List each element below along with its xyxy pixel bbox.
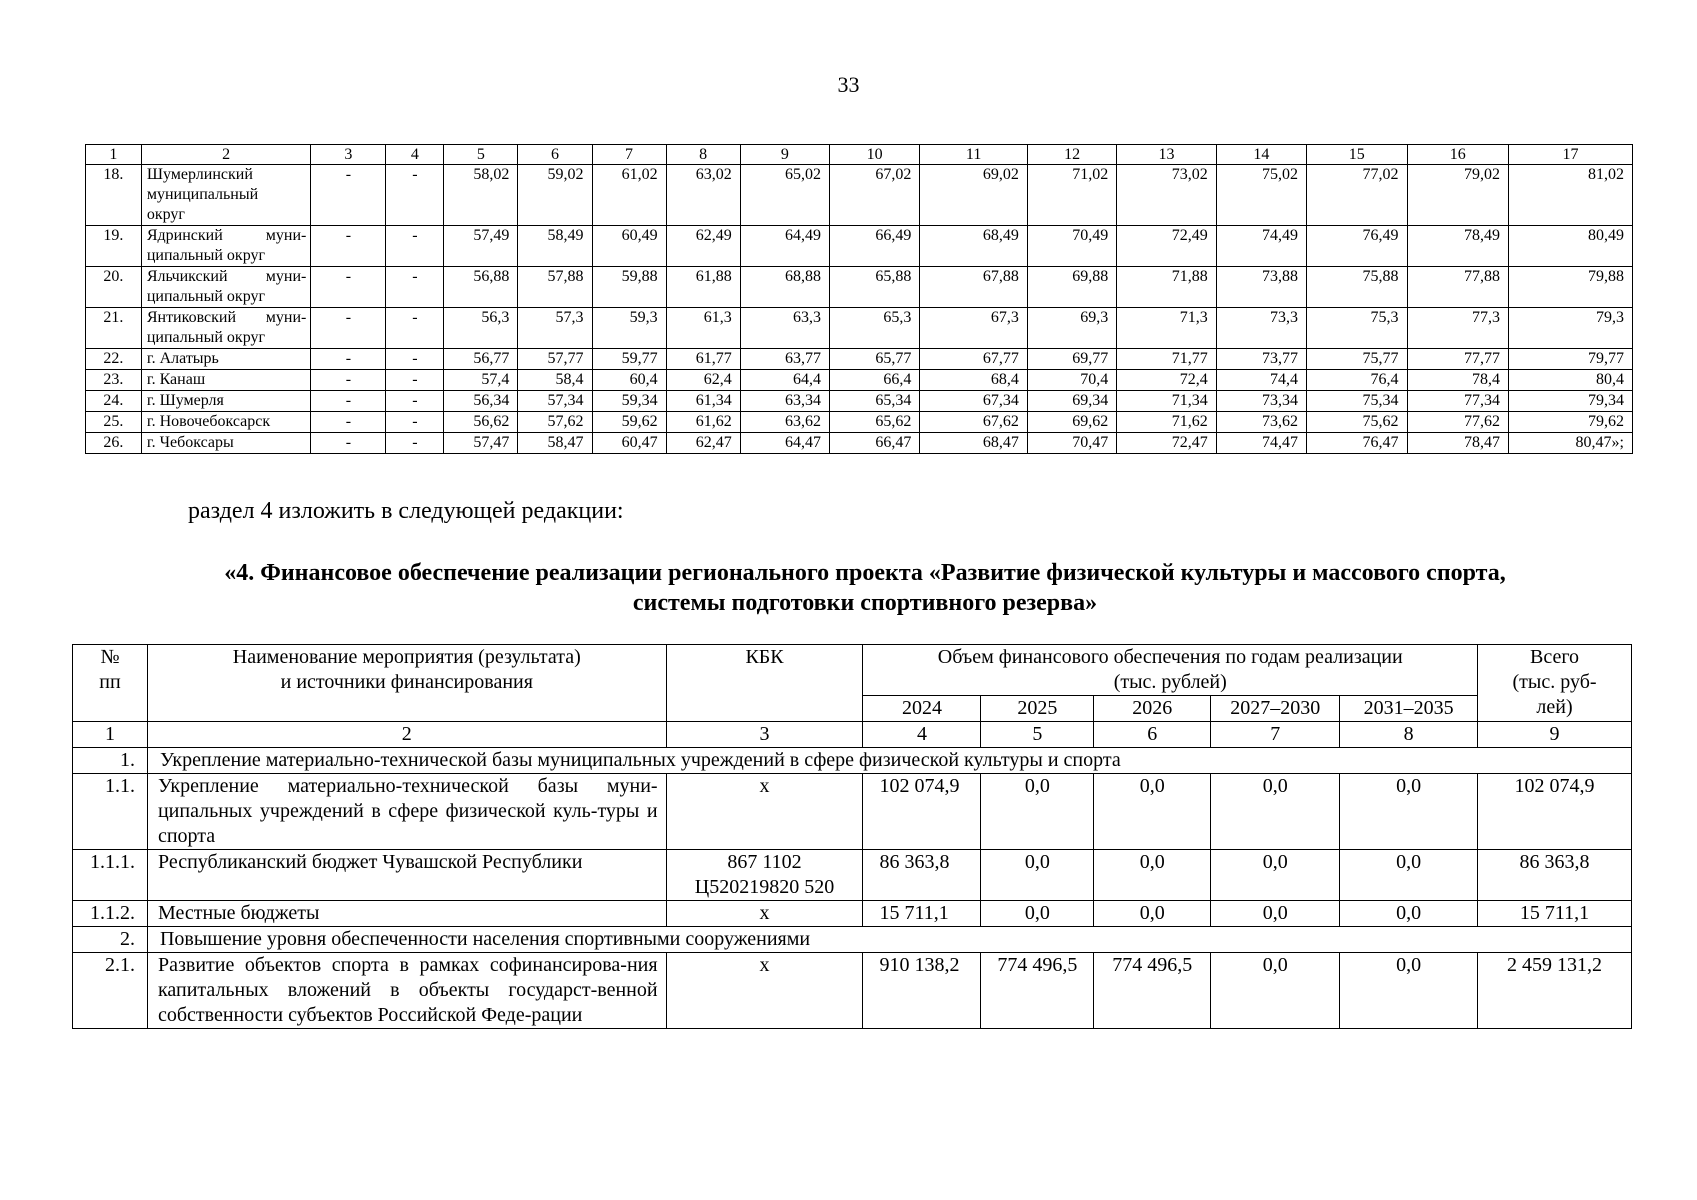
dash-cell: - (311, 349, 386, 370)
value-cell: 67,3 (920, 308, 1028, 349)
municipality-name (141, 433, 311, 454)
value-cell: 56,34 (444, 391, 518, 412)
year-value-cell: 0,0 (1340, 901, 1478, 927)
value-cell: 56,88 (444, 267, 518, 308)
value-cell: 59,02 (518, 165, 592, 226)
column-number-cell: 5 (444, 145, 518, 165)
value-cell: 76,49 (1307, 226, 1407, 267)
row-number: 26. (86, 433, 142, 454)
column-number-cell: 2 (147, 722, 666, 748)
name-line: Яльчикский муни- (146, 268, 307, 285)
table-row (86, 433, 1633, 454)
value-cell: 78,47 (1407, 433, 1509, 454)
value-cell: 65,34 (830, 391, 920, 412)
value-cell: 79,88 (1509, 267, 1633, 308)
kbk-cell: 867 1102 Ц520219820 520 (666, 850, 863, 901)
value-cell: 63,62 (740, 412, 829, 433)
value-cell: 59,88 (592, 267, 666, 308)
value-cell: 65,62 (830, 412, 920, 433)
value-cell: 65,3 (830, 308, 920, 349)
value-cell: 57,34 (518, 391, 592, 412)
dash-cell: - (311, 391, 386, 412)
year-value-cell: 774 496,5 (1094, 953, 1211, 1029)
section-title (100, 558, 1630, 618)
value-cell: 67,88 (920, 267, 1028, 308)
table-row (73, 850, 1632, 901)
value-cell: 74,4 (1216, 370, 1306, 391)
value-cell: 57,3 (518, 308, 592, 349)
municipality-name (141, 165, 311, 226)
value-cell: 75,88 (1307, 267, 1407, 308)
value-cell: 77,62 (1407, 412, 1509, 433)
value-cell: 64,47 (740, 433, 829, 454)
year-value-cell: 0,0 (981, 901, 1094, 927)
dash-cell: - (386, 226, 444, 267)
value-cell: 60,49 (592, 226, 666, 267)
activity-name: Укрепление материально-технической базы муни-ципальных учреждений в сфере физической куль-туры и спорта (147, 774, 666, 850)
value-cell: 67,77 (920, 349, 1028, 370)
value-cell: 65,02 (740, 165, 829, 226)
municipality-name (141, 226, 311, 267)
value-cell: 61,62 (666, 412, 740, 433)
name-line: ципальный округ (146, 329, 266, 346)
section-heading: Укрепление материально-технической базы муниципальных учреждений в сфере физической культуры и спорта (147, 748, 1631, 774)
name-line: ципальный округ (146, 247, 266, 264)
column-number-cell: 6 (518, 145, 592, 165)
value-cell: 80,4 (1509, 370, 1633, 391)
municipality-name (141, 412, 311, 433)
table-row (86, 391, 1633, 412)
row-number: 1.1.1. (73, 850, 148, 901)
section-title-line-1: «4. Финансовое обеспечение реализации регионального проекта «Развитие физической культуры и массового спорта, (224, 560, 1506, 586)
column-number-cell: 7 (592, 145, 666, 165)
value-cell: 72,47 (1117, 433, 1216, 454)
value-cell: 73,02 (1117, 165, 1216, 226)
table-row (73, 774, 1632, 850)
year-value-cell: 0,0 (1211, 953, 1340, 1029)
dash-cell: - (386, 308, 444, 349)
value-cell: 75,3 (1307, 308, 1407, 349)
value-cell: 58,4 (518, 370, 592, 391)
value-cell: 79,62 (1509, 412, 1633, 433)
value-cell: 73,62 (1216, 412, 1306, 433)
name-line: г. Алатырь (146, 350, 219, 367)
municipality-name (141, 267, 311, 308)
municipality-name (141, 349, 311, 370)
column-number-cell: 1 (86, 145, 142, 165)
value-cell: 64,49 (740, 226, 829, 267)
column-number-cell: 9 (1478, 722, 1632, 748)
value-cell: 80,49 (1509, 226, 1633, 267)
column-number-cell: 4 (863, 722, 981, 748)
year-value-cell: 0,0 (1211, 774, 1340, 850)
value-cell: 71,02 (1027, 165, 1116, 226)
value-cell: 65,88 (830, 267, 920, 308)
year-value-cell: 0,0 (981, 774, 1094, 850)
value-cell: 62,4 (666, 370, 740, 391)
kbk-cell: х (666, 774, 863, 850)
value-cell: 74,49 (1216, 226, 1306, 267)
header-total: Всего (тыс. руб- лей) (1478, 645, 1632, 722)
year-value-cell: 86 363,8 (863, 850, 981, 901)
row-number: 22. (86, 349, 142, 370)
value-cell: 75,34 (1307, 391, 1407, 412)
column-number-cell: 15 (1307, 145, 1407, 165)
column-number-cell: 17 (1509, 145, 1633, 165)
year-value-cell: 0,0 (1094, 850, 1211, 901)
total-cell: 2 459 131,2 (1478, 953, 1632, 1029)
value-cell: 58,49 (518, 226, 592, 267)
row-number: 1.1.2. (73, 901, 148, 927)
name-line: ципальный округ (146, 288, 266, 305)
activity-name: Развитие объектов спорта в рамках софинансирова-ния капитальных вложений в объекты государст-венной собственности субъектов Российской Феде-рации (147, 953, 666, 1029)
year-value-cell: 774 496,5 (981, 953, 1094, 1029)
row-number: 1.1. (73, 774, 148, 850)
section-title-line-2: системы подготовки спортивного резерва» (632, 590, 1098, 616)
row-number: 2.1. (73, 953, 148, 1029)
value-cell: 61,77 (666, 349, 740, 370)
value-cell: 56,62 (444, 412, 518, 433)
value-cell: 75,62 (1307, 412, 1407, 433)
value-cell: 73,34 (1216, 391, 1306, 412)
year-header: 2031–2035 (1340, 696, 1478, 722)
year-value-cell: 0,0 (981, 850, 1094, 901)
instruction-paragraph: раздел 4 изложить в следующей редакции: (188, 498, 624, 524)
value-cell: 78,4 (1407, 370, 1509, 391)
value-cell: 68,47 (920, 433, 1028, 454)
value-cell: 73,88 (1216, 267, 1306, 308)
value-cell: 72,49 (1117, 226, 1216, 267)
value-cell: 76,47 (1307, 433, 1407, 454)
year-header: 2024 (863, 696, 981, 722)
value-cell: 77,34 (1407, 391, 1509, 412)
value-cell: 70,49 (1027, 226, 1116, 267)
value-cell: 63,34 (740, 391, 829, 412)
value-cell: 62,49 (666, 226, 740, 267)
value-cell: 59,3 (592, 308, 666, 349)
municipality-name (141, 370, 311, 391)
value-cell: 73,77 (1216, 349, 1306, 370)
table-row (73, 901, 1632, 927)
value-cell: 70,4 (1027, 370, 1116, 391)
table-row (86, 412, 1633, 433)
value-cell: 69,77 (1027, 349, 1116, 370)
value-cell: 60,4 (592, 370, 666, 391)
value-cell: 67,02 (830, 165, 920, 226)
value-cell: 71,88 (1117, 267, 1216, 308)
dash-cell: - (311, 308, 386, 349)
year-value-cell: 0,0 (1094, 901, 1211, 927)
total-cell: 102 074,9 (1478, 774, 1632, 850)
column-number-cell: 7 (1211, 722, 1340, 748)
value-cell: 78,49 (1407, 226, 1509, 267)
year-value-cell: 0,0 (1340, 953, 1478, 1029)
value-cell: 71,62 (1117, 412, 1216, 433)
name-line: Ядринский муни- (146, 227, 307, 244)
value-cell: 63,3 (740, 308, 829, 349)
indicator-table (85, 144, 1633, 454)
value-cell: 70,47 (1027, 433, 1116, 454)
year-value-cell: 910 138,2 (863, 953, 981, 1029)
column-number-cell: 1 (73, 722, 148, 748)
value-cell: 64,4 (740, 370, 829, 391)
value-cell: 63,02 (666, 165, 740, 226)
name-line: округ (146, 206, 185, 223)
value-cell: 56,3 (444, 308, 518, 349)
value-cell: 75,02 (1216, 165, 1306, 226)
column-number-cell: 8 (1340, 722, 1478, 748)
value-cell: 71,34 (1117, 391, 1216, 412)
dash-cell: - (311, 165, 386, 226)
section-heading: Повышение уровня обеспеченности населения спортивными сооружениями (147, 927, 1631, 953)
year-header: 2026 (1094, 696, 1211, 722)
value-cell: 68,88 (740, 267, 829, 308)
row-number: 23. (86, 370, 142, 391)
value-cell: 72,4 (1117, 370, 1216, 391)
name-line: муниципальный (146, 186, 259, 203)
value-cell: 69,34 (1027, 391, 1116, 412)
dash-cell: - (386, 267, 444, 308)
value-cell: 77,02 (1307, 165, 1407, 226)
dash-cell: - (386, 165, 444, 226)
row-number: 1. (73, 748, 148, 774)
column-number-cell: 3 (666, 722, 863, 748)
year-value-cell: 15 711,1 (863, 901, 981, 927)
value-cell: 57,88 (518, 267, 592, 308)
column-number-cell: 11 (920, 145, 1028, 165)
dash-cell: - (311, 226, 386, 267)
year-value-cell: 0,0 (1340, 774, 1478, 850)
table-header-row (86, 145, 1633, 165)
value-cell: 62,47 (666, 433, 740, 454)
row-number: 21. (86, 308, 142, 349)
value-cell: 81,02 (1509, 165, 1633, 226)
row-number: 25. (86, 412, 142, 433)
value-cell: 58,02 (444, 165, 518, 226)
value-cell: 71,77 (1117, 349, 1216, 370)
kbk-cell: х (666, 901, 863, 927)
name-line: г. Шумерля (146, 392, 224, 409)
name-line: Янтиковский муни- (146, 309, 307, 326)
activity-name: Республиканский бюджет Чувашской Республики (147, 850, 666, 901)
section-row (73, 927, 1632, 953)
column-number-cell: 10 (830, 145, 920, 165)
value-cell: 69,62 (1027, 412, 1116, 433)
value-cell: 77,3 (1407, 308, 1509, 349)
value-cell: 69,3 (1027, 308, 1116, 349)
column-number-cell: 16 (1407, 145, 1509, 165)
value-cell: 60,47 (592, 433, 666, 454)
row-number: 20. (86, 267, 142, 308)
value-cell: 77,88 (1407, 267, 1509, 308)
dash-cell: - (386, 433, 444, 454)
value-cell: 61,88 (666, 267, 740, 308)
value-cell: 58,47 (518, 433, 592, 454)
value-cell: 79,34 (1509, 391, 1633, 412)
kbk-cell: х (666, 953, 863, 1029)
dash-cell: - (311, 433, 386, 454)
value-cell: 69,88 (1027, 267, 1116, 308)
value-cell: 75,77 (1307, 349, 1407, 370)
name-line: Шумерлинский (146, 166, 253, 183)
value-cell: 65,77 (830, 349, 920, 370)
year-value-cell: 0,0 (1211, 901, 1340, 927)
column-number-cell: 14 (1216, 145, 1306, 165)
row-number: 18. (86, 165, 142, 226)
year-value-cell: 0,0 (1094, 774, 1211, 850)
table-row (86, 349, 1633, 370)
table-row (86, 267, 1633, 308)
name-line: г. Чебоксары (146, 434, 234, 451)
value-cell: 69,02 (920, 165, 1028, 226)
dash-cell: - (311, 267, 386, 308)
value-cell: 79,02 (1407, 165, 1509, 226)
value-cell: 61,3 (666, 308, 740, 349)
table-row (86, 165, 1633, 226)
header-kbk: КБК (666, 645, 863, 722)
financing-table (72, 644, 1632, 1029)
column-number-cell: 8 (666, 145, 740, 165)
value-cell: 57,77 (518, 349, 592, 370)
dash-cell: - (311, 370, 386, 391)
value-cell: 56,77 (444, 349, 518, 370)
total-cell: 86 363,8 (1478, 850, 1632, 901)
activity-name: Местные бюджеты (147, 901, 666, 927)
column-number-cell: 2 (141, 145, 311, 165)
value-cell: 74,47 (1216, 433, 1306, 454)
row-number: 19. (86, 226, 142, 267)
header-name: Наименование мероприятия (результата) и источники финансирования (147, 645, 666, 722)
column-number-cell: 12 (1027, 145, 1116, 165)
value-cell: 61,02 (592, 165, 666, 226)
name-line: г. Новочебоксарск (146, 413, 271, 430)
name-line: г. Канаш (146, 371, 206, 388)
table-row (86, 308, 1633, 349)
table-row (86, 370, 1633, 391)
value-cell: 57,47 (444, 433, 518, 454)
value-cell: 66,47 (830, 433, 920, 454)
value-cell: 73,3 (1216, 308, 1306, 349)
value-cell: 80,47»; (1509, 433, 1633, 454)
value-cell: 57,49 (444, 226, 518, 267)
column-number-cell: 9 (740, 145, 829, 165)
value-cell: 59,62 (592, 412, 666, 433)
year-value-cell: 0,0 (1340, 850, 1478, 901)
value-cell: 71,3 (1117, 308, 1216, 349)
dash-cell: - (386, 370, 444, 391)
total-cell: 15 711,1 (1478, 901, 1632, 927)
column-number-cell: 13 (1117, 145, 1216, 165)
value-cell: 59,77 (592, 349, 666, 370)
value-cell: 63,77 (740, 349, 829, 370)
row-number: 24. (86, 391, 142, 412)
column-number-cell: 3 (311, 145, 386, 165)
dash-cell: - (386, 349, 444, 370)
year-header: 2025 (981, 696, 1094, 722)
municipality-name (141, 391, 311, 412)
value-cell: 68,49 (920, 226, 1028, 267)
year-header: 2027–2030 (1211, 696, 1340, 722)
table-row (86, 226, 1633, 267)
value-cell: 61,34 (666, 391, 740, 412)
column-number-cell: 6 (1094, 722, 1211, 748)
value-cell: 66,4 (830, 370, 920, 391)
value-cell: 68,4 (920, 370, 1028, 391)
dash-cell: - (311, 412, 386, 433)
row-number: 2. (73, 927, 148, 953)
dash-cell: - (386, 412, 444, 433)
section-row (73, 748, 1632, 774)
value-cell: 57,62 (518, 412, 592, 433)
column-number-cell: 4 (386, 145, 444, 165)
value-cell: 79,77 (1509, 349, 1633, 370)
value-cell: 66,49 (830, 226, 920, 267)
value-cell: 76,4 (1307, 370, 1407, 391)
value-cell: 59,34 (592, 391, 666, 412)
header-volume: Объем финансового обеспечения по годам реализации (тыс. рублей) (863, 645, 1478, 696)
value-cell: 77,77 (1407, 349, 1509, 370)
value-cell: 57,4 (444, 370, 518, 391)
table-row (73, 953, 1632, 1029)
municipality-name (141, 308, 311, 349)
value-cell: 79,3 (1509, 308, 1633, 349)
year-value-cell: 102 074,9 (863, 774, 981, 850)
page-number: 33 (837, 72, 860, 97)
year-value-cell: 0,0 (1211, 850, 1340, 901)
column-number-cell: 5 (981, 722, 1094, 748)
value-cell: 67,62 (920, 412, 1028, 433)
header-no: № пп (73, 645, 148, 722)
value-cell: 67,34 (920, 391, 1028, 412)
dash-cell: - (386, 391, 444, 412)
